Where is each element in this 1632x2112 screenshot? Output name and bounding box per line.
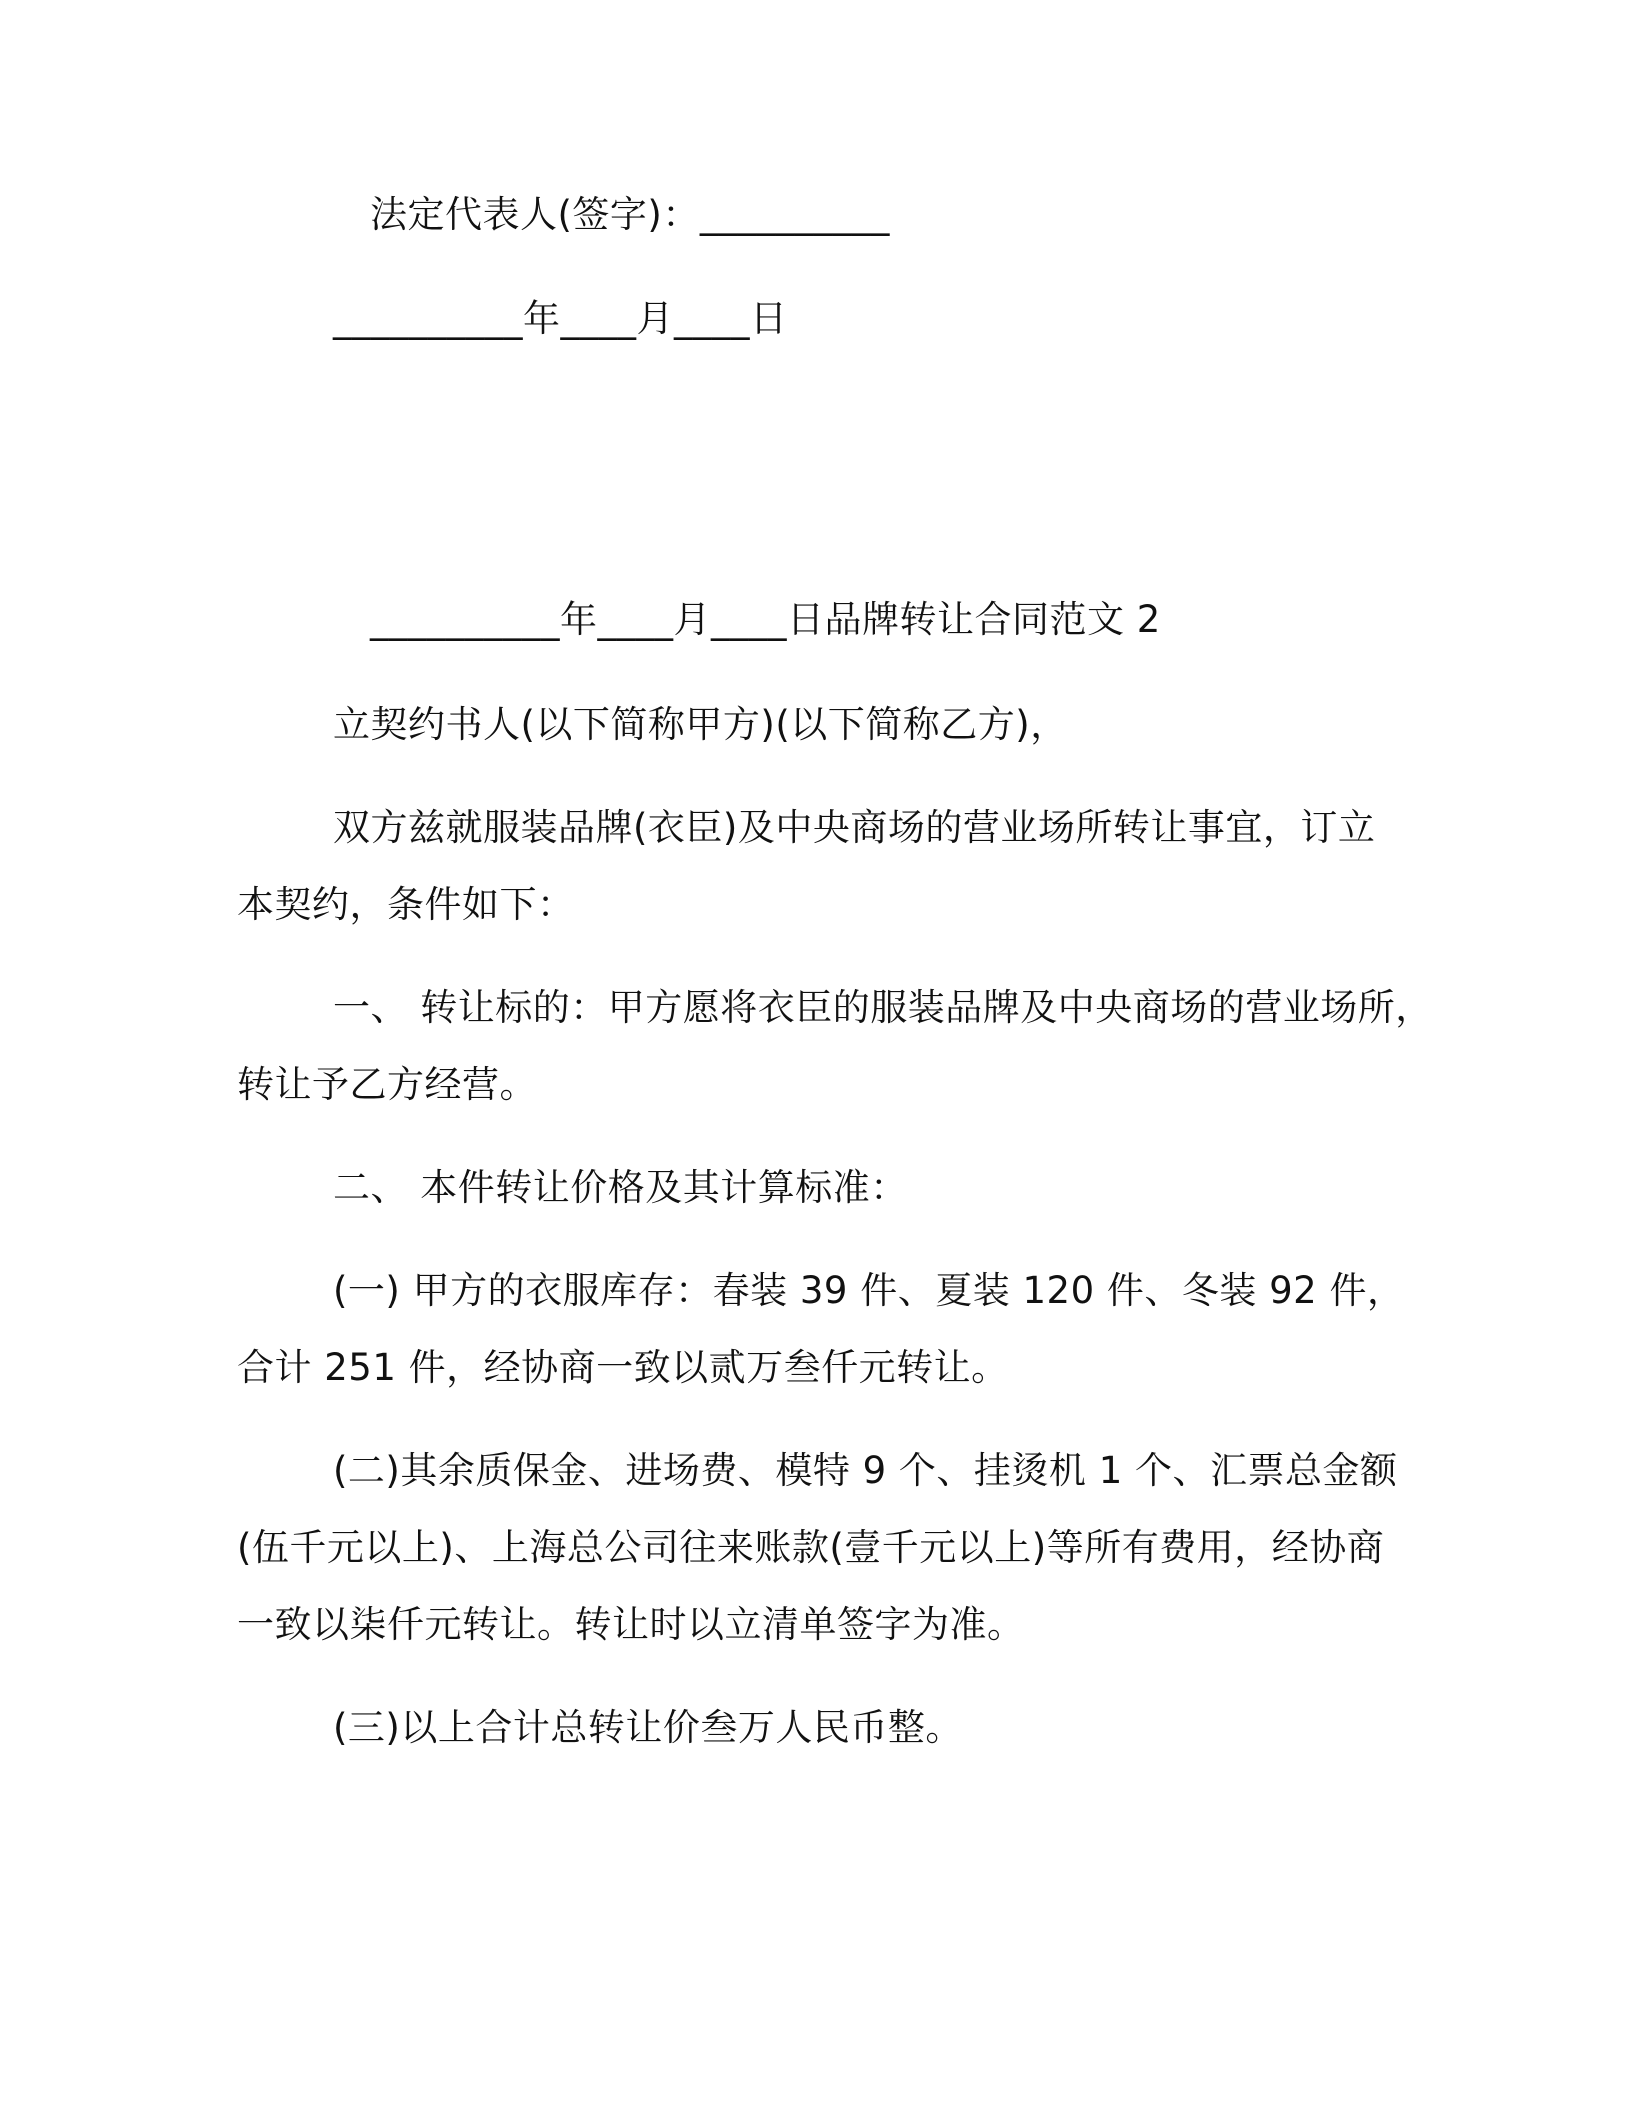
clause-2-heading: 二、 本件转让价格及其计算标准： (333, 1166, 908, 1209)
date-line: __________年____月____日 (333, 297, 788, 340)
item-3-line-1: (三)以上合计总转让价叁万人民币整。 (333, 1706, 963, 1749)
item-2-line-2: (伍千元以上)、上海总公司往来账款(壹千元以上)等所有费用，经协商 (237, 1526, 1385, 1569)
item-2-line-3: 一致以柒仟元转让。转让时以立清单签字为准。 (237, 1603, 1025, 1646)
clause-1-line-1: 一、 转让标的：甲方愿将衣臣的服装品牌及中央商场的营业场所， (333, 986, 1433, 1029)
signature-line: 法定代表人(签字)：__________ (370, 193, 890, 236)
item-1-line-2: 合计 251 件，经协商一致以贰万叁仟元转让。 (237, 1346, 1009, 1389)
purpose-paragraph-line-1: 双方兹就服装品牌(衣臣)及中央商场的营业场所转让事宜，订立 (333, 806, 1376, 849)
item-1-line-1: (一) 甲方的衣服库存：春装 39 件、夏装 120 件、冬装 92 件， (333, 1269, 1405, 1312)
document-title: __________年____月____日品牌转让合同范文 2 (370, 598, 1161, 641)
intro-paragraph: 立契约书人(以下简称甲方)(以下简称乙方)， (333, 703, 1068, 746)
purpose-paragraph-line-2: 本契约，条件如下： (237, 883, 575, 926)
clause-1-line-2: 转让予乙方经营。 (237, 1063, 537, 1106)
item-2-line-1: (二)其余质保金、进场费、模特 9 个、挂烫机 1 个、汇票总金额 (333, 1449, 1398, 1492)
